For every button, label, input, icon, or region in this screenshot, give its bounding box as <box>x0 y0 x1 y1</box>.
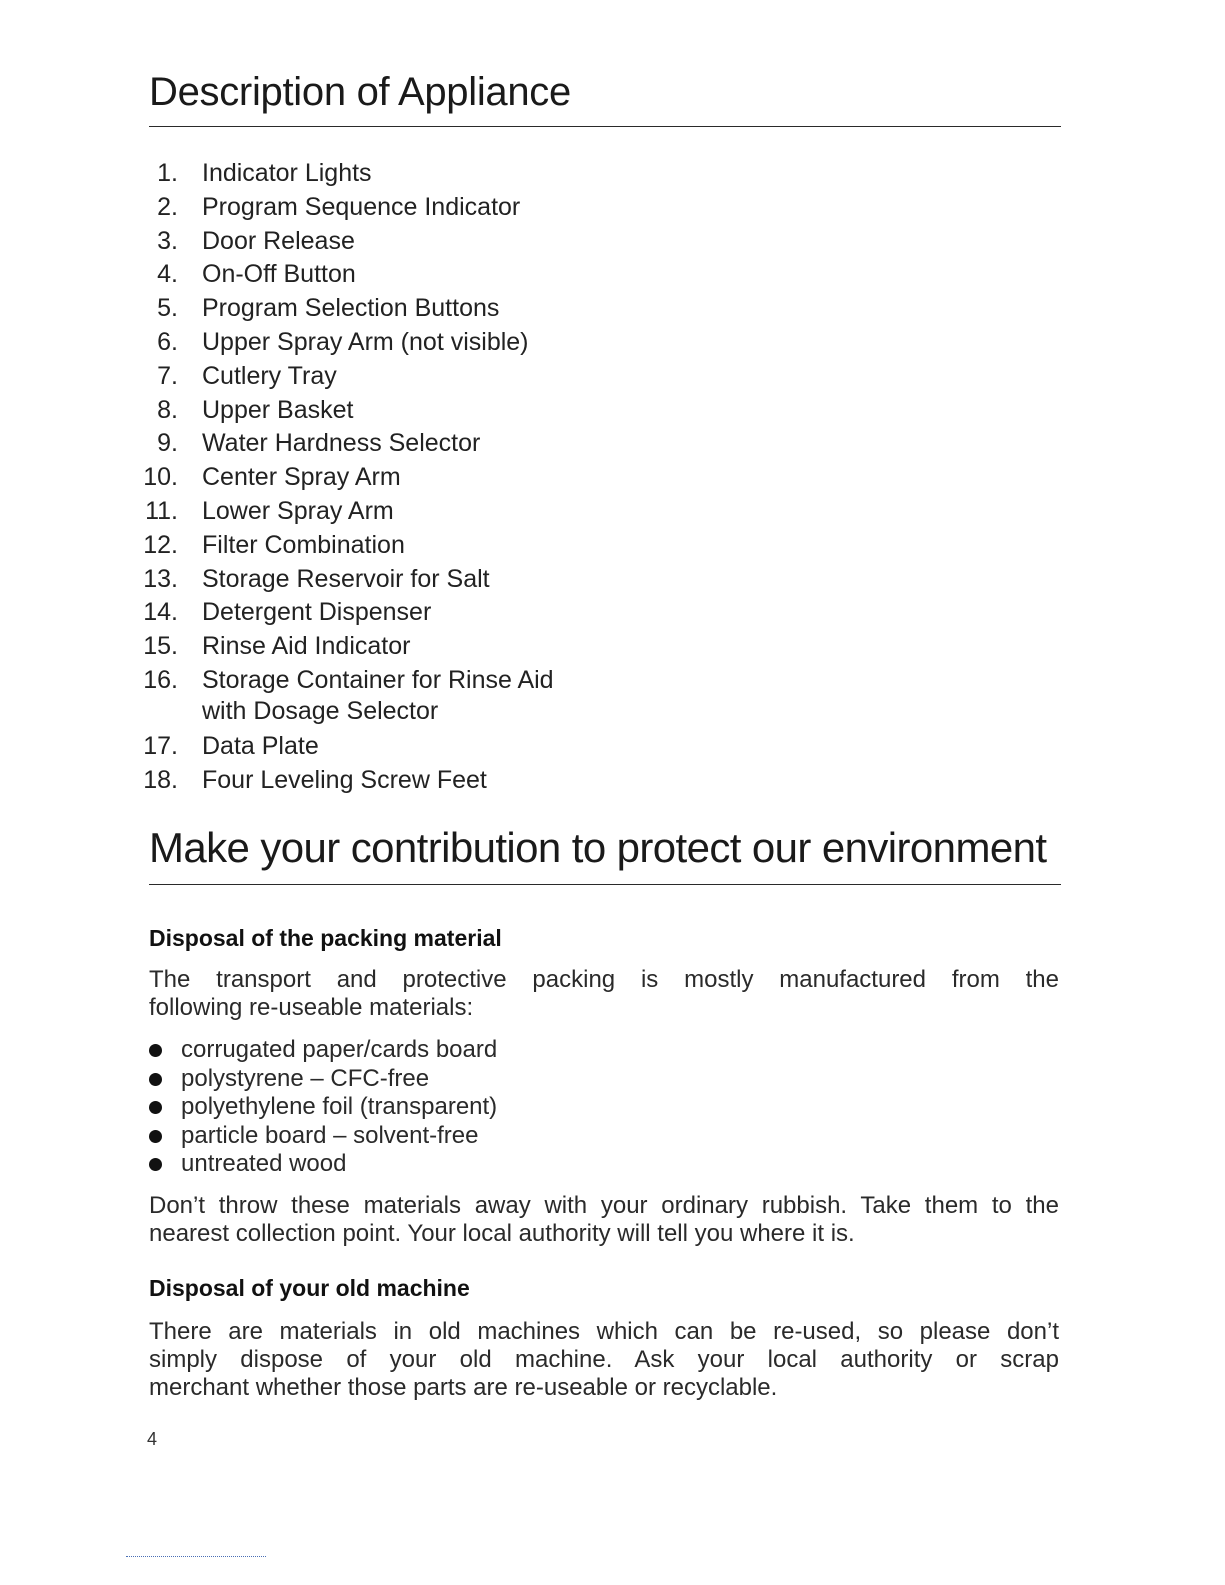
item-text: Door Release <box>202 226 355 255</box>
old-machine-disposal-heading: Disposal of your old machine <box>149 1275 470 1301</box>
item-text: Water Hardness Selector <box>202 429 481 458</box>
item-text: Cutlery Tray <box>202 361 337 390</box>
bullet-icon <box>149 1073 162 1086</box>
item-number: 2. <box>157 192 178 221</box>
appliance-parts-list <box>140 157 554 797</box>
old-machine-line: There are materials in old machines which can be re-used, so please don’t <box>149 1318 1059 1345</box>
environment-title: Make your contribution to protect our environment <box>149 824 1047 871</box>
description-title: Description of Appliance <box>149 70 571 114</box>
item-number: 8. <box>157 395 178 424</box>
list-item <box>140 258 554 292</box>
list-item <box>140 360 554 394</box>
item-text: Lower Spray Arm <box>202 496 394 525</box>
item-text: Data Plate <box>202 731 319 760</box>
list-item <box>140 461 554 495</box>
list-item <box>140 326 554 360</box>
packing-intro-line: The transport and protective packing is mostly manufactured from the <box>149 966 1059 993</box>
list-item <box>140 495 554 529</box>
page-number: 4 <box>147 1429 158 1449</box>
packing-advice-line: nearest collection point. Your local authority will tell you where it is. <box>149 1220 855 1247</box>
item-number: 7. <box>157 361 178 390</box>
item-number: 13. <box>143 564 178 593</box>
item-number: 15. <box>143 632 178 661</box>
item-text: Detergent Dispenser <box>202 598 432 627</box>
material-text: particle board – solvent-free <box>181 1121 479 1149</box>
list-item <box>149 1093 497 1122</box>
list-item <box>140 529 554 563</box>
item-number: 11. <box>145 496 178 525</box>
list-item <box>149 1036 497 1065</box>
item-number: 1. <box>157 159 178 187</box>
bullet-icon <box>149 1130 162 1143</box>
bullet-icon <box>149 1101 162 1114</box>
list-item <box>140 394 554 428</box>
list-item <box>140 427 554 461</box>
item-text: Program Selection Buttons <box>202 294 500 323</box>
bullet-icon <box>149 1044 162 1057</box>
list-item <box>140 730 554 764</box>
item-text: Four Leveling Screw Feet <box>202 765 487 794</box>
list-item <box>140 225 554 259</box>
list-item <box>149 1065 497 1094</box>
list-item <box>140 191 554 225</box>
list-item <box>140 563 554 597</box>
material-text: polyethylene foil (transparent) <box>181 1093 498 1120</box>
old-machine-text <box>149 1318 1059 1402</box>
item-text: Rinse Aid Indicator <box>202 632 411 661</box>
bullet-icon <box>149 1158 162 1171</box>
packing-intro <box>149 966 1059 1022</box>
item-text: Upper Basket <box>202 395 354 424</box>
packing-intro-line: following re-useable materials: <box>149 994 474 1021</box>
item-text: On-Off Button <box>202 260 356 289</box>
item-text-continued: with Dosage Selector <box>202 696 439 725</box>
item-number: 18. <box>143 765 178 794</box>
item-text: Program Sequence Indicator <box>202 192 521 221</box>
item-number: 5. <box>157 294 178 323</box>
item-text: Storage Reservoir for Salt <box>202 564 490 593</box>
item-number: 6. <box>157 327 178 356</box>
item-text: Storage Container for Rinse Aid <box>202 665 554 694</box>
item-text: Filter Combination <box>202 530 405 559</box>
item-number: 14. <box>143 598 178 627</box>
packing-materials-list <box>149 1036 497 1179</box>
item-number: 17. <box>143 731 178 760</box>
item-number: 3. <box>157 226 178 255</box>
list-item <box>149 1150 497 1179</box>
footer-dotted-line <box>126 1556 266 1557</box>
list-item <box>149 1122 497 1151</box>
material-text: corrugated paper/cards board <box>181 1036 498 1063</box>
list-item <box>140 292 554 326</box>
item-text: Indicator Lights <box>202 159 372 187</box>
list-item <box>140 630 554 664</box>
section-divider <box>149 884 1061 885</box>
packing-advice-line: Don’t throw these materials away with your ordinary rubbish. Take them to the <box>149 1192 1059 1219</box>
old-machine-line: merchant whether those parts are re-useable or recyclable. <box>149 1374 778 1401</box>
list-item <box>140 596 554 630</box>
packing-advice <box>149 1192 1059 1248</box>
item-number: 9. <box>157 429 178 458</box>
list-item <box>140 664 554 724</box>
item-number: 10. <box>143 463 178 492</box>
list-item <box>140 157 554 191</box>
list-item <box>140 764 554 798</box>
material-text: polystyrene – CFC-free <box>181 1064 430 1092</box>
item-number: 12. <box>143 530 178 559</box>
title-divider <box>149 126 1061 127</box>
item-number: 16. <box>143 665 178 694</box>
old-machine-line: simply dispose of your old machine. Ask your local authority or scrap <box>149 1346 1059 1373</box>
packing-disposal-heading: Disposal of the packing material <box>149 925 502 951</box>
item-text: Center Spray Arm <box>202 463 401 492</box>
item-text: Upper Spray Arm (not visible) <box>202 327 529 356</box>
material-text: untreated wood <box>181 1150 347 1177</box>
item-number: 4. <box>157 260 178 289</box>
